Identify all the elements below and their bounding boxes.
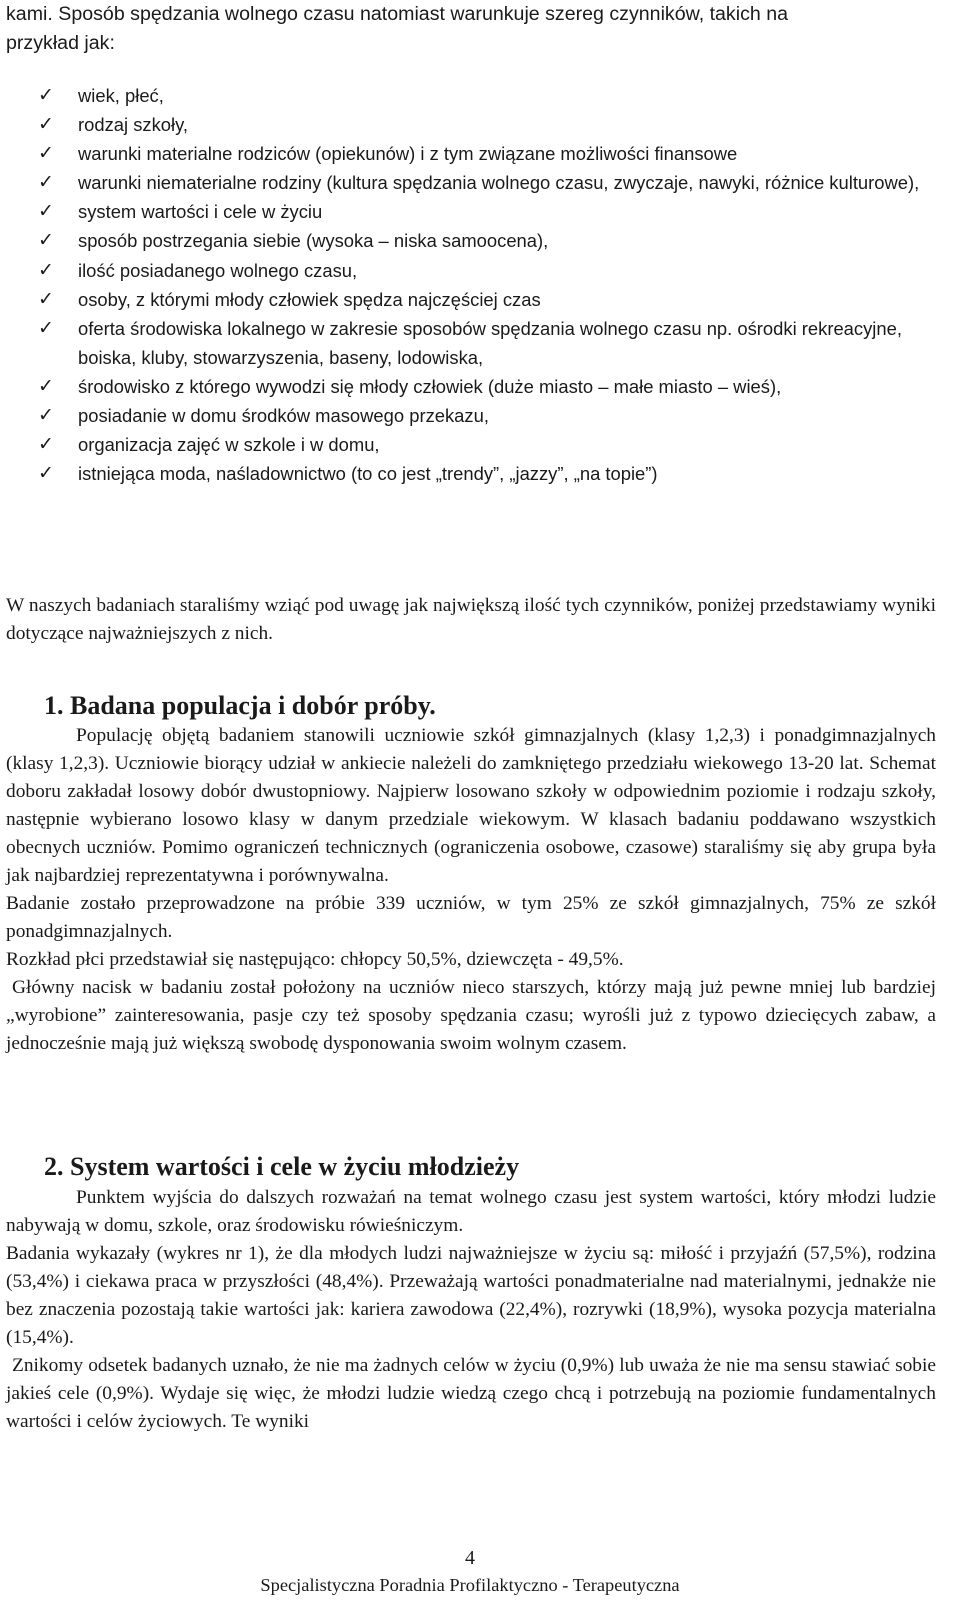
check-mark-icon: ✓ [38, 230, 54, 252]
list-item-text: organizacja zajęć w szkole i w domu, [78, 434, 380, 456]
check-mark-icon: ✓ [38, 143, 54, 165]
list-item [6, 372, 941, 401]
factor-checklist [6, 81, 941, 488]
check-mark-icon: ✓ [38, 434, 54, 456]
section-2-paragraph-2: Badania wykazały (wykres nr 1), że dla młodych ludzi najważniejsze w życiu są: miłość i przyjaźń (57,5%), rodzina (53,4%) i ciekawa praca w przyszłości (48,4%). Przeważają wartości ponadmaterialne nad materialnymi, jednakże nie bez znaczenia pozostają takie wartości jak: kariera zawodowa (22,4%), rozrywki (18,9%), wysoka pozycja materialna (15,4%). [6, 1243, 936, 1348]
check-mark-icon: ✓ [38, 114, 54, 136]
list-item-text: system wartości i cele w życiu [78, 201, 323, 223]
list-item [6, 168, 941, 197]
section-2-paragraph-3: Znikomy odsetek badanych uznało, że nie ma żadnych celów w życiu (0,9%) lub uważa że nie ma sensu stawiać sobie jakieś cele (0,9%). Wydaje się więc, że młodzi ludzie wiedzą czego chcą i potrzebują na poziomie fundamentalnych wartości i celów życiowych. Te wyniki [6, 1355, 936, 1432]
check-mark-icon: ✓ [38, 259, 54, 281]
check-mark-icon: ✓ [38, 288, 54, 310]
list-item [6, 226, 941, 255]
list-item-text: wiek, płeć, [78, 85, 164, 106]
check-mark-icon: ✓ [38, 405, 54, 427]
list-item [6, 430, 941, 459]
list-item-text: warunki materialne rodziców (opiekunów) i z tym związane możliwości finansowe [78, 143, 738, 165]
summary-paragraph [6, 592, 936, 648]
intro-line-2: przykład jak: [6, 32, 115, 54]
summary-text: W naszych badaniach staraliśmy wziąć pod uwagę jak największą ilość tych czynników, poniżej przedstawiamy wyniki dotyczące najważniejszych z nich. [6, 595, 936, 644]
section-1-paragraph-1: Populację objętą badaniem stanowili uczniowie szkół gimnazjalnych (klasy 1,2,3) i ponadgimnazjalnych (klasy 1,2,3). Uczniowie biorący udział w ankiecie należeli do zamkniętego przedziału wiekowego 13-20 lat. Schemat doboru zakładał losowy dobór dwustopniowy. Najpierw losowano szkoły w odpowiednim poziomie i rodzaju szkoły, następnie wybierano losowo klasy w danym przedziale wiekowym. W klasach badaniu poddawano wszystkich obecnych uczniów. Pomimo ograniczeń technicznych (ograniczenia osobowe, czasowe) staraliśmy się aby grupa była jak najbardziej reprezentatywna i porównywalna. [6, 725, 936, 886]
section-1-heading: 1. Badana populacja i dobór próby. [44, 691, 436, 720]
section-2-body [6, 1184, 936, 1436]
list-item [6, 459, 941, 488]
check-mark-icon: ✓ [38, 375, 54, 397]
check-mark-icon: ✓ [38, 463, 54, 485]
list-item-text: środowisko z którego wywodzi się młody człowiek (duże miasto – małe miasto – wieś), [78, 375, 782, 397]
list-item-text: istniejąca moda, naśladownictwo (to co jest „trendy”, „jazzy”, „na topie”) [78, 463, 658, 485]
list-item [6, 314, 941, 372]
list-item [6, 285, 941, 314]
list-item-text: oferta środowiska lokalnego w zakresie sposobów spędzania wolnego czasu np. ośrodki rekreacyjne, boiska, kluby, stowarzyszenia, baseny, lodowiska, [78, 317, 902, 368]
intro-line-1: kami. Sposób spędzania wolnego czasu natomiast warunkuje szereg czynników, takich na [6, 3, 788, 25]
page-number: 4 [465, 1547, 475, 1569]
list-item [6, 256, 941, 285]
section-1-body [6, 722, 936, 1058]
list-item [6, 139, 941, 168]
section-1-paragraph-3: Rozkład płci przedstawiał się następująco: chłopcy 50,5%, dziewczęta - 49,5%. [6, 949, 624, 970]
check-mark-icon: ✓ [38, 201, 54, 223]
section-1-paragraph-4: Główny nacisk w badaniu został położony na uczniów nieco starszych, którzy mają już pewne mniej lub bardziej „wyrobione” zainteresowania, pasje czy też sposoby spędzania czasu; wyrośli już z typowo dziecięcych zabaw, a jednocześnie mają już większą swobodę dysponowania swoim wolnym czasem. [6, 977, 936, 1054]
check-mark-icon: ✓ [38, 85, 54, 106]
check-mark-icon: ✓ [38, 317, 54, 339]
list-item [6, 110, 941, 139]
intro-paragraph [6, 0, 941, 58]
list-item-text: rodzaj szkoły, [78, 114, 189, 136]
list-item-text: osoby, z którymi młody człowiek spędza najczęściej czas [78, 288, 541, 310]
list-item-text: ilość posiadanego wolnego czasu, [78, 259, 358, 281]
check-mark-icon: ✓ [38, 172, 54, 194]
list-item-text: warunki niematerialne rodziny (kultura spędzania wolnego czasu, zwyczaje, nawyki, różnice kulturowe), [78, 172, 920, 194]
section-1-paragraph-2: Badanie zostało przeprowadzone na próbie 339 uczniów, w tym 25% ze szkół gimnazjalnych, 75% ze szkół ponadgimnazjalnych. [6, 893, 936, 942]
section-2-heading: 2. System wartości i cele w życiu młodzieży [44, 1152, 520, 1181]
list-item [6, 81, 941, 110]
list-item [6, 401, 941, 430]
footer-institution: Specjalistyczna Poradnia Profilaktyczno - Terapeutyczna [260, 1575, 680, 1595]
list-item [6, 197, 941, 226]
section-2-paragraph-1: Punktem wyjścia do dalszych rozważań na temat wolnego czasu jest system wartości, który młodzi ludzie nabywają w domu, szkole, oraz środowisku rówieśniczym. [6, 1187, 936, 1236]
list-item-text: posiadanie w domu środków masowego przekazu, [78, 405, 489, 427]
list-item-text: sposób postrzegania siebie (wysoka – niska samoocena), [78, 230, 549, 252]
